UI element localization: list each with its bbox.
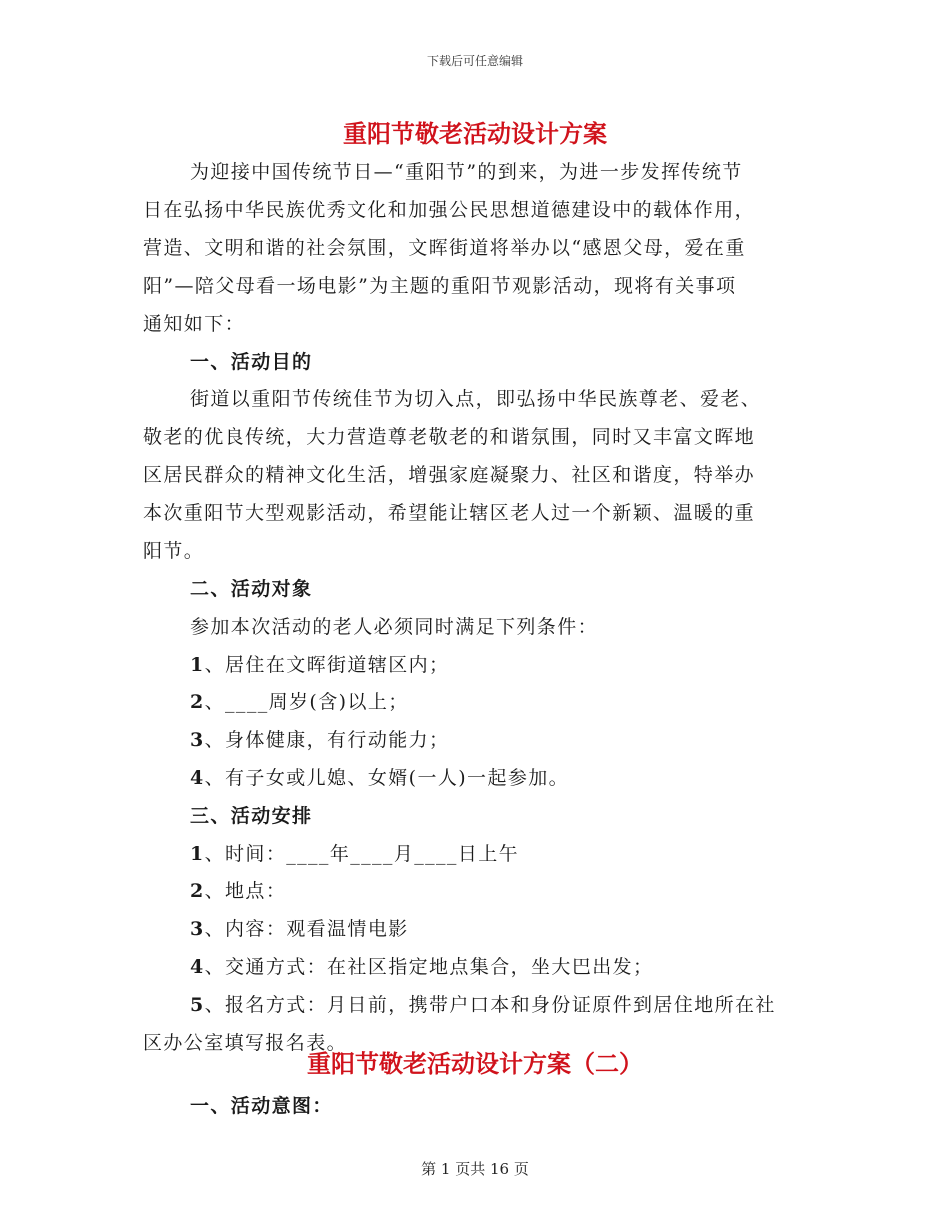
list-item-text: 、____周岁(含)以上； (204, 691, 409, 713)
list-item-number: 4 (190, 767, 205, 789)
list-item-number: 2 (190, 880, 205, 902)
list-item (190, 763, 569, 790)
list-item (190, 725, 449, 752)
list-item-text: 、身体健康，有行动能力； (204, 729, 450, 751)
list-item-text: 、居住在文晖街道辖区内； (204, 654, 450, 676)
list-item-text: 、报名方式：月日前，携带户口本和身份证原件到居住地所在社 (204, 994, 776, 1016)
section1-line: 本次重阳节大型观影活动，希望能让辖区老人过一个新颖、温暖的重 (143, 502, 756, 524)
section-heading-purpose: 一、活动目的 (190, 351, 313, 373)
page-number: 第 1 页共 16 页 (421, 1160, 529, 1178)
section2-intro: 参加本次活动的老人必须同时满足下列条件： (190, 616, 599, 638)
intro-line: 阳”—陪父母看一场电影”为主题的重阳节观影活动，现将有关事项 (143, 275, 737, 297)
intro-line: 通知如下： (143, 313, 246, 335)
section-heading-arrangement: 三、活动安排 (190, 805, 313, 827)
intro-line: 为迎接中国传统节日—“重阳节”的到来，为进一步发挥传统节 (190, 161, 743, 183)
list-item-number: 1 (190, 843, 205, 865)
list-item-text: 、交通方式：在社区指定地点集合，坐大巴出发； (204, 956, 654, 978)
list-item (190, 650, 449, 677)
list-item (190, 839, 519, 866)
intro-line: 营造、文明和谐的社会氛围，文晖街道将举办以“感恩父母，爱在重 (143, 237, 746, 259)
document-title-2: 重阳节敬老活动设计方案（二） (307, 1049, 643, 1078)
list-item-number: 2 (190, 691, 205, 713)
intro-line: 日在弘扬中华民族优秀文化和加强公民思想道德建设中的载体作用， (143, 199, 756, 221)
list-item (190, 687, 409, 714)
document-title: 重阳节敬老活动设计方案 (343, 119, 607, 148)
list-item-text: 、时间：____年____月____日上午 (204, 843, 520, 865)
header-note: 下载后可任意编辑 (426, 54, 523, 68)
list-item (190, 990, 776, 1017)
list-item-text: 、内容：观看温情电影 (204, 918, 409, 940)
list-item-text: 、有子女或儿媳、女婿(一人)一起参加。 (204, 767, 570, 789)
section-heading-participants: 二、活动对象 (190, 578, 313, 600)
list-item-continuation: 区办公室填写报名表。 (143, 1032, 348, 1054)
list-item-number: 4 (190, 956, 205, 978)
section-heading-intent: 一、活动意图： (190, 1095, 333, 1117)
list-item-number: 3 (190, 729, 205, 751)
list-item (190, 876, 286, 903)
list-item-number: 3 (190, 918, 205, 940)
list-item-number: 5 (190, 994, 205, 1016)
section1-line: 区居民群众的精神文化生活，增强家庭凝聚力、社区和谐度，特举办 (143, 464, 756, 486)
section1-line: 阳节。 (143, 540, 205, 562)
section1-line: 街道以重阳节传统佳节为切入点，即弘扬中华民族尊老、爱老、 (190, 388, 762, 410)
list-item (190, 914, 409, 941)
section1-line: 敬老的优良传统，大力营造尊老敬老的和谐氛围，同时又丰富文晖地 (143, 426, 756, 448)
list-item-text: 、地点： (204, 880, 287, 902)
list-item (190, 952, 653, 979)
list-item-number: 1 (190, 654, 205, 676)
